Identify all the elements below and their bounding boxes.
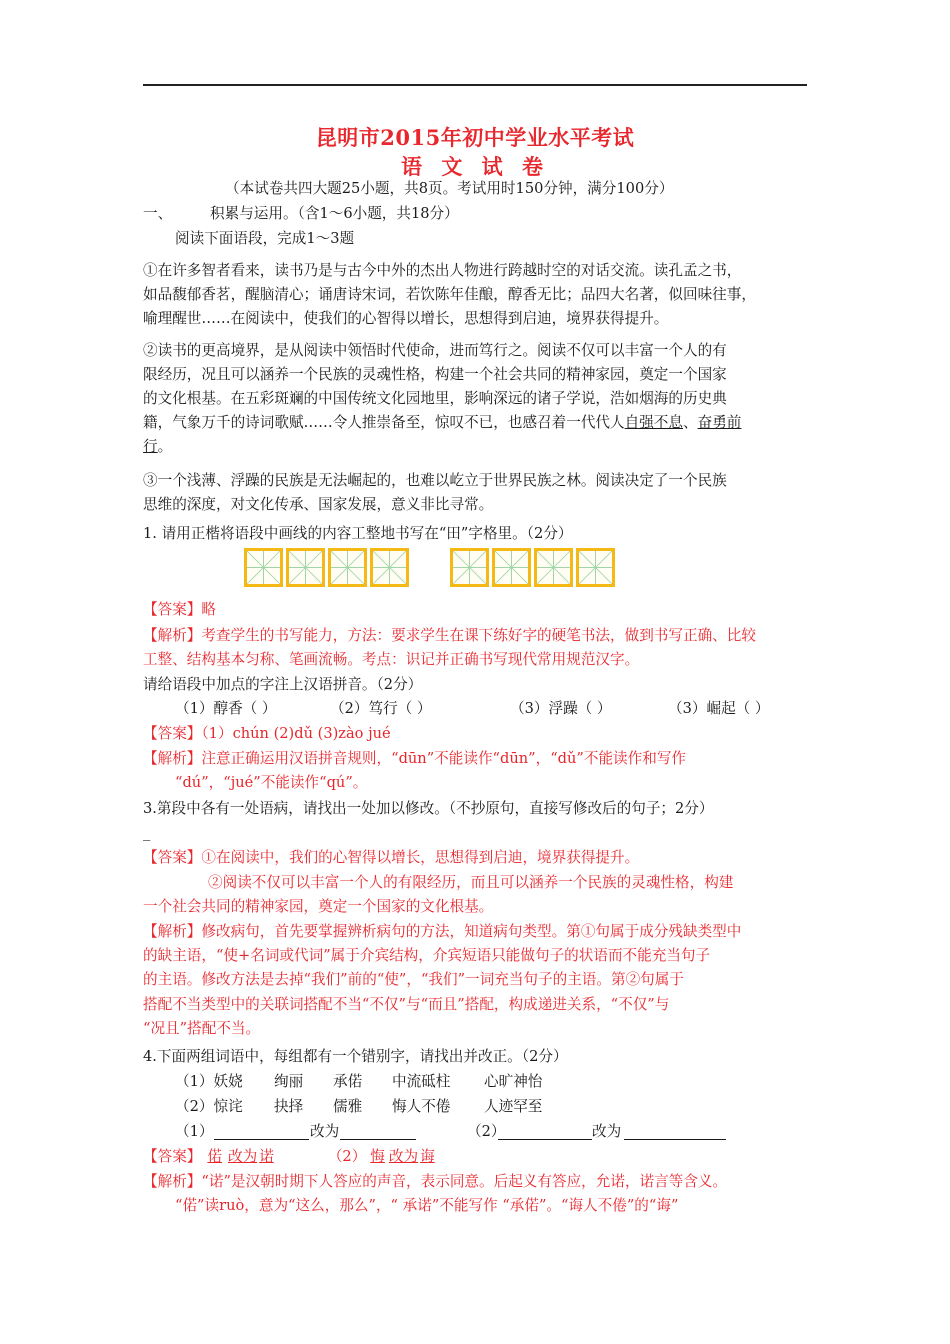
question-1: 1. 请用正楷将语段中画线的内容工整地书写在“田”字格里。（2分）	[143, 525, 573, 542]
top-rule	[143, 84, 807, 86]
q4-word: 儒雅	[333, 1098, 363, 1115]
section-number: 一、	[143, 205, 173, 222]
tian-grid-cell[interactable]	[244, 548, 283, 587]
answer-change: 改为	[228, 1148, 258, 1165]
tian-grid-cell[interactable]	[328, 548, 367, 587]
q4-analysis	[143, 1173, 727, 1191]
q4-blank-label: （2）	[467, 1123, 506, 1140]
passage-line: ①在许多智者看来，读书乃是与古今中外的杰出人物进行跨越时空的对话交流。读孔孟之书，	[143, 262, 742, 279]
question-4: 4.下面两组词语中，每组都有一个错别字，请找出并改正。（2分）	[143, 1048, 568, 1065]
passage-line: 喻理醒世……在阅读中，使我们的心智得以增长，思想得到启迪，境界获得提升。	[143, 310, 669, 327]
q3-answer-line: ②阅读不仅可以丰富一个人的有限经历，而且可以涵养一个民族的灵魂性格，构建	[208, 874, 734, 891]
passage-line: ②读书的更高境界，是从阅读中领悟时代使命，进而笃行之。阅读不仅可以丰富一个人的有	[143, 342, 727, 359]
tian-grid-cell[interactable]	[370, 548, 409, 587]
q4-blank-line[interactable]	[498, 1139, 592, 1140]
analysis-text: “诺”是汉朝时期下人答应的声音，表示同意。后起义有答应，允诺，诺言等含义。	[201, 1173, 728, 1190]
q2-item: （1）醇香（ ）	[175, 700, 277, 717]
q2-analysis	[143, 750, 686, 768]
tian-grid-group-2	[450, 548, 615, 588]
answer-text: 略	[201, 601, 216, 618]
tian-grid-cell[interactable]	[286, 548, 325, 587]
q4-word: 抉择	[274, 1098, 304, 1115]
q4-answer	[143, 1148, 443, 1166]
q2-answer	[143, 725, 391, 743]
underlined-phrase: 行	[143, 438, 158, 455]
tian-grid-cell[interactable]	[492, 548, 531, 587]
q4-word: （1）妖娆	[175, 1073, 243, 1090]
answer-label: 【答案】	[143, 849, 202, 866]
question-2: 请给语段中加点的字注上汉语拼音。（2分）	[143, 676, 423, 693]
answer-wrong-char: 偌	[207, 1148, 222, 1165]
q4-word: 绚丽	[274, 1073, 304, 1090]
answer-label-2: （2）	[327, 1148, 367, 1165]
answer-wrong-char: 悔	[370, 1148, 385, 1165]
answer-change: 改为	[388, 1148, 419, 1165]
question-3: 3.第段中各有一处语病，请找出一处加以修改。（不抄原句，直接写修改后的句子；2分）	[143, 800, 714, 817]
analysis-label: 【解析】	[143, 923, 202, 940]
passage-line: 思维的深度，对文化传承、国家发展，意义非比寻常。	[143, 496, 494, 513]
analysis-text: 注意正确运用汉语拼音规则，“dūn”不能读作“dūn”，“dǔ”不能读作和写作	[201, 750, 687, 767]
answer-text: ①在阅读中，我们的心智得以增长，思想得到启迪，境界获得提升。	[201, 849, 640, 866]
q3-analysis-line: 的主语。修改方法是去掉“我们”前的“使”，“我们”一词充当句子的主语。第②句属于	[143, 971, 684, 988]
answer-right-char: 诺	[259, 1148, 274, 1165]
answer-label: 【答案】	[143, 725, 202, 742]
q4-blank-label: （1）	[175, 1123, 214, 1140]
q3-analysis-line: 的缺主语，“使+名词或代词”属于介宾结构，介宾短语只能做句子的状语而不能充当句子	[143, 947, 711, 964]
separator: 、	[683, 414, 698, 431]
passage-line: 限经历，况且可以涵养一个民族的灵魂性格，构建一个社会共同的精神家园，奠定一个国家	[143, 366, 727, 383]
q3-blank[interactable]: _	[143, 824, 151, 841]
answer-right-char: 诲	[420, 1148, 435, 1165]
analysis-label: 【解析】	[143, 750, 202, 767]
tian-grid-group-1	[244, 548, 409, 588]
passage-line: ③一个浅薄、浮躁的民族是无法崛起的，也难以屹立于世界民族之林。阅读决定了一个民族	[143, 472, 727, 489]
answer-text: （1）chún (2)dǔ (3)zào jué	[201, 725, 391, 742]
underlined-phrase: 自强不息	[624, 414, 683, 431]
tian-grid-cell[interactable]	[576, 548, 615, 587]
q3-analysis-line: “况且”搭配不当。	[143, 1020, 261, 1037]
q2-analysis-line: “dú”，“jué”不能读作“qú”。	[175, 774, 368, 791]
passage-line: 如品馥郁香茗，醒脑清心；诵唐诗宋词，若饮陈年佳酿，醇香无比；品四大名著，似回味往事，	[143, 286, 756, 303]
section-title: 积累与运用。（含1～6小题，共18分）	[210, 205, 459, 222]
q4-change-label: 改为	[310, 1123, 340, 1140]
q3-answer	[143, 849, 639, 867]
q1-analysis	[143, 627, 756, 645]
q4-analysis-line: “偌”读ruò，意为“这么，那么”，“ 承诺”不能写作 “承偌”。“诲人不倦”的“诲”	[175, 1197, 679, 1214]
q3-analysis-line: 搭配不当类型中的关联词搭配不当“不仅”与“而且”搭配，构成递进关系，“不仅”与	[143, 996, 670, 1013]
exam-subtitle: 语 文 试 卷	[401, 154, 549, 179]
exam-title: 昆明市2015年初中学业水平考试	[315, 125, 635, 150]
q3-analysis	[143, 923, 741, 941]
answer-label: 【答案】	[143, 1148, 202, 1165]
q4-word: 承偌	[333, 1073, 363, 1090]
q2-item: （2）笃行（ ）	[330, 700, 432, 717]
q2-item: （3）浮躁（ ）	[510, 700, 612, 717]
q4-blank-line[interactable]	[340, 1139, 416, 1140]
q2-item: （3）崛起（ ）	[668, 700, 770, 717]
q4-word: 悔人不倦	[392, 1098, 451, 1115]
passage-intro: 阅读下面语段，完成1～3题	[175, 230, 355, 247]
passage-text: 籍，气象万千的诗词歌赋……令人推崇备至，惊叹不已，也感召着一代代人	[143, 414, 625, 431]
analysis-label: 【解析】	[143, 627, 202, 644]
q1-answer	[143, 601, 216, 619]
passage-line	[143, 438, 172, 456]
q1-analysis-line: 工整、结构基本匀称、笔画流畅。考点：识记并正确书写现代常用规范汉字。	[143, 651, 640, 668]
exam-note: （本试卷共四大题25小题，共8页。考试用时150分钟，满分100分）	[225, 180, 674, 197]
passage-text: 。	[157, 438, 173, 455]
q4-word: 人迹罕至	[484, 1098, 543, 1115]
q4-word: 中流砥柱	[392, 1073, 451, 1090]
analysis-label: 【解析】	[143, 1173, 202, 1190]
answer-label: 【答案】	[143, 601, 202, 618]
analysis-text: 修改病句，首先要掌握辨析病句的方法，知道病句类型。第①句属于成分残缺类型中	[201, 923, 742, 940]
underlined-phrase: 奋勇前	[697, 414, 742, 431]
q3-answer-line: 一个社会共同的精神家园，奠定一个国家的文化根基。	[143, 898, 494, 915]
q4-blank-line[interactable]	[214, 1139, 309, 1140]
tian-grid-cell[interactable]	[534, 548, 573, 587]
passage-line-underlined	[143, 414, 741, 432]
q4-change-label: 改为	[592, 1123, 622, 1140]
q4-word: （2）惊诧	[175, 1098, 243, 1115]
analysis-text: 考查学生的书写能力，方法：要求学生在课下练好字的硬笔书法，做到书写正确、比较	[201, 627, 756, 644]
q4-word: 心旷神怡	[484, 1073, 543, 1090]
q4-blank-line[interactable]	[624, 1139, 726, 1140]
tian-grid-cell[interactable]	[450, 548, 489, 587]
passage-line: 的文化根基。在五彩斑斓的中国传统文化园地里，影响深远的诸子学说，浩如烟海的历史典	[143, 390, 727, 407]
